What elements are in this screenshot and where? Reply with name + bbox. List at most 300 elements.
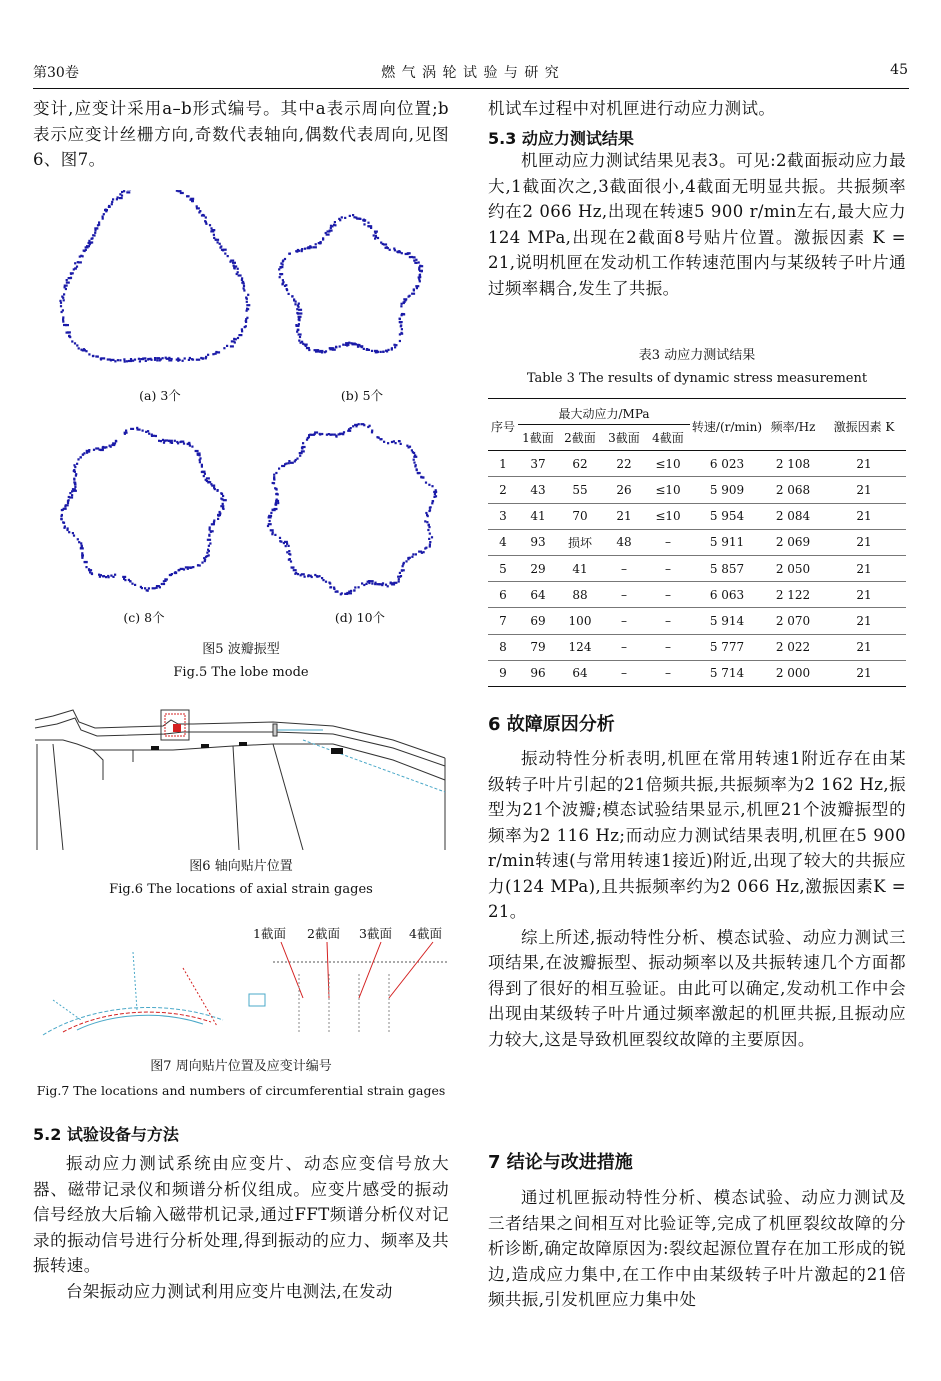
lobe-dot <box>112 198 114 200</box>
lobe-dot <box>308 434 310 436</box>
lobe-dot <box>288 545 290 547</box>
lobe-dot <box>236 273 238 275</box>
header-volume: 第30卷 <box>33 65 79 81</box>
lobe-dot <box>298 316 302 318</box>
lobe-dot <box>68 335 70 337</box>
lobe-dot <box>286 551 288 553</box>
lobe-dot <box>126 360 128 362</box>
lobe-dot <box>98 221 100 223</box>
lobe-dot <box>128 579 130 581</box>
sec6-p1: 振动特性分析表明,机匣在常用转速1附近存在由某级转子叶片引起的21倍频共振,共振频率为2 162 Hz,振型为21个波瓣;模态试验结果显示,机匣21个波瓣振型的频率为2 116 Hz;而动应力测试结果表明,机匣在5 900 r/min转速(与常用转速1接近)附近,出现了较大的共振应力(124 MPa),且共振频率约为2 066 Hz,激振因素K = 21。 <box>488 749 906 921</box>
lobe-dot <box>427 529 429 531</box>
table-cell: 21 <box>602 503 646 529</box>
lobe-dot <box>353 589 355 591</box>
lobe-dot <box>400 443 402 445</box>
lobe-dot <box>112 442 116 444</box>
lobe-dot <box>153 435 155 437</box>
lobe-dot <box>370 227 372 229</box>
lobe-dot <box>288 553 290 555</box>
lobe-dot <box>315 243 317 245</box>
lobe-dot <box>67 527 69 529</box>
lobe-dot <box>230 345 234 347</box>
lobe-dot <box>288 293 290 295</box>
lobe-dot <box>274 508 278 510</box>
lobe-dot <box>203 215 205 217</box>
lobe-dot <box>363 424 365 426</box>
lobe-dot <box>371 583 373 585</box>
lobe-dot <box>339 345 341 347</box>
lobe-dot <box>433 496 435 498</box>
lobe-dot <box>302 446 306 448</box>
lobe-dot <box>401 570 403 572</box>
lobe-dot <box>66 282 70 284</box>
lobe-dot <box>329 586 331 588</box>
lobe-dot <box>152 587 156 589</box>
table-cell: 88 <box>558 582 602 608</box>
lobe-dot <box>334 221 336 223</box>
lobe-dot <box>270 512 272 514</box>
lobe-dot <box>301 248 303 250</box>
lobe-dot <box>80 255 82 257</box>
table-cell: 43 <box>518 477 558 503</box>
table-cell: 2 022 <box>764 634 822 660</box>
lobe-dot <box>134 584 136 586</box>
lobe-dot <box>165 357 167 359</box>
lobe-dot <box>180 441 184 443</box>
lobe-dot <box>207 354 209 356</box>
lobe-dot <box>163 583 165 585</box>
table-cell: 100 <box>558 608 602 634</box>
lobe-dot <box>284 258 286 260</box>
lobe-dot <box>277 502 279 504</box>
lobe-dot <box>394 346 396 348</box>
lobe-dot <box>70 277 72 279</box>
lobe-dot <box>205 223 207 225</box>
lobe-dot <box>80 349 82 351</box>
lobe-dot <box>398 578 400 580</box>
lobe-dot <box>61 296 63 298</box>
lobe-dot <box>282 281 284 283</box>
lobe-dot <box>428 524 430 526</box>
lobe-dot <box>76 344 78 346</box>
lobe-dot <box>275 502 277 504</box>
lobe-dot <box>72 532 74 534</box>
lobe-dot <box>94 232 96 234</box>
lobe-dot <box>424 520 426 522</box>
lobe-dot <box>232 262 236 264</box>
lobe-dot <box>182 360 184 362</box>
lobe-dot <box>296 308 298 310</box>
lobe-dot <box>408 296 410 298</box>
lobe-dot <box>335 346 337 348</box>
lobe-dot <box>401 333 403 335</box>
lobe-dot <box>418 276 420 278</box>
lobe-dot <box>92 355 94 357</box>
lobe-dot <box>389 249 391 251</box>
table3-head-factor: 激振因素 K <box>822 402 906 451</box>
lobe-dot <box>380 351 382 353</box>
fig5-lobe-modes <box>33 190 449 660</box>
table-cell: 损坏 <box>558 529 602 555</box>
lobe-dot <box>397 576 401 578</box>
table-row <box>488 451 906 477</box>
lobe-dot <box>286 543 288 545</box>
lobe-dot <box>204 560 206 562</box>
lobe-dot <box>60 305 62 307</box>
lobe-dot <box>325 232 327 234</box>
lobe-dot <box>161 583 163 585</box>
lobe-dot <box>419 270 423 272</box>
lobe-dot <box>63 299 65 301</box>
lobe-dot <box>123 358 125 360</box>
table-cell: 6 063 <box>690 582 764 608</box>
lobe-dot <box>151 435 153 437</box>
lobe-dot <box>426 521 428 523</box>
lobe-dot <box>412 553 414 555</box>
lobe-dot <box>268 515 272 517</box>
lobe-dot <box>88 242 92 244</box>
lobe-dot <box>402 565 404 567</box>
table-cell: ≤10 <box>646 477 690 503</box>
fig7-label-3: 3截面 <box>359 926 392 941</box>
lobe-dot <box>71 494 73 496</box>
lobe-dot <box>276 499 278 501</box>
lobe-dot <box>223 499 227 501</box>
lobe-dot <box>296 312 298 314</box>
lobe-dot <box>301 450 305 452</box>
lobe-dot <box>78 347 80 349</box>
lobe-dot <box>96 227 98 229</box>
lobe-dot <box>85 249 87 251</box>
lobe-dot <box>220 505 224 507</box>
table3-head-sec1: 1截面 <box>518 425 558 451</box>
lobe-dot <box>279 266 283 268</box>
lobe-dot <box>289 253 291 255</box>
lobe-dot <box>290 560 292 562</box>
lobe-dot <box>329 348 333 350</box>
lobe-dot <box>77 538 79 540</box>
lobe-dot <box>223 347 225 349</box>
lobe-dot <box>128 360 132 362</box>
table3-head-no: 序号 <box>488 402 518 451</box>
lobe-dot <box>63 293 65 295</box>
table-row <box>488 503 906 529</box>
lobe-dot <box>319 433 321 435</box>
lobe-dot <box>144 357 146 359</box>
lobe-dot <box>326 434 328 436</box>
lobe-dot <box>189 357 191 359</box>
table-cell: 93 <box>518 529 558 555</box>
lobe-dot <box>419 280 421 282</box>
lobe-dot <box>322 579 324 581</box>
lobe-dot <box>202 357 204 359</box>
lobe-dot <box>134 359 136 361</box>
lobe-dot <box>283 542 285 544</box>
header-page: 45 <box>890 62 908 78</box>
lobe-dot <box>276 493 278 495</box>
lobe-dot <box>342 433 344 435</box>
lobe-dot <box>393 344 395 346</box>
lobe-dot <box>339 433 341 435</box>
lobe-dot <box>88 353 90 355</box>
lobe-dot <box>302 343 304 345</box>
table-cell: 5 954 <box>690 503 764 529</box>
table-cell: 2 000 <box>764 660 822 686</box>
lobe-dot <box>413 260 415 262</box>
lobe-dot <box>241 282 243 284</box>
lobe-dot <box>380 438 382 440</box>
table-cell: 5 777 <box>690 634 764 660</box>
lobe-dot <box>68 499 70 501</box>
lobe-dot <box>293 298 295 300</box>
lobe-dot <box>163 580 165 582</box>
lobe-dot <box>428 484 430 486</box>
table-cell: 41 <box>518 503 558 529</box>
lobe-dot <box>155 435 157 437</box>
lobe-dot <box>400 305 402 307</box>
table-cell: 79 <box>518 634 558 660</box>
lobe-dot <box>394 249 396 251</box>
lobe-dot <box>375 351 377 353</box>
lobe-dot <box>371 350 373 352</box>
lobe-dot <box>418 267 420 269</box>
lobe-dot <box>62 316 64 318</box>
lobe-dot <box>211 485 215 487</box>
lobe-dot <box>400 325 402 327</box>
lobe-dot <box>217 514 221 516</box>
lobe-dot <box>122 576 126 578</box>
lobe-dot <box>377 237 379 239</box>
lobe-dot <box>195 450 199 452</box>
lobe-dot <box>146 589 148 591</box>
lobe-dot <box>431 485 433 487</box>
lobe-dot <box>219 247 221 249</box>
lobe-dot <box>85 566 87 568</box>
table3-title-en: Table 3 The results of dynamic stress measurement <box>526 371 868 386</box>
table-row <box>488 555 906 581</box>
lobe-dot <box>367 222 369 224</box>
lobe-dot <box>217 518 219 520</box>
lobe-dot <box>73 469 75 471</box>
lobe-dot <box>335 435 337 437</box>
lobe-dot <box>295 324 297 326</box>
fig5-sub-c: (c) 8个 <box>123 610 165 625</box>
lobe-dot <box>395 442 397 444</box>
lobe-dot <box>391 441 393 443</box>
table-cell: 26 <box>602 477 646 503</box>
lobe-dot <box>308 349 310 351</box>
lobe-dot <box>243 285 245 287</box>
lobe-dot <box>363 223 365 225</box>
table-cell: 5 857 <box>690 555 764 581</box>
table-cell: 22 <box>602 451 646 477</box>
lobe-dot <box>304 576 306 578</box>
lobe-dot <box>279 540 281 542</box>
lobe-dot <box>62 318 64 320</box>
table3-title-cn: 表3 动应力测试结果 <box>638 348 756 363</box>
lobe-dot <box>76 463 78 465</box>
lobe-dot <box>273 482 275 484</box>
lobe-dot <box>187 195 189 197</box>
lobe-dot <box>105 209 107 211</box>
table-cell: 6 023 <box>690 451 764 477</box>
lobe-dot <box>201 466 203 468</box>
lobe-dot <box>246 310 248 312</box>
lobe-dot <box>123 578 125 580</box>
lobe-dot <box>131 583 133 585</box>
lobe-dot <box>293 569 297 571</box>
sec7-p1: 通过机匣振动特性分析、模态试验、动应力测试及三者结果之间相互对比验证等,完成了机匣裂纹故障的分析诊断,确定故障原因为:裂纹起源位置存在加工形成的锐边,造成应力集中,在工作中由某级转子叶片激起的21倍频共振,引发机匣应力集中处 <box>488 1188 906 1309</box>
lobe-dot <box>145 360 147 362</box>
lobe-dot <box>307 575 309 577</box>
lobe-dot <box>241 330 243 332</box>
lobe-dot <box>105 446 107 448</box>
lobe-dot <box>371 431 373 433</box>
lobe-dot <box>359 218 361 220</box>
lobe-dot <box>91 238 93 240</box>
table-cell: 21 <box>822 477 906 503</box>
lobe-dot <box>63 324 67 326</box>
lobe-dot <box>211 523 215 525</box>
lobe-dot <box>221 493 223 495</box>
lobe-dot <box>80 456 82 458</box>
lobe-dot <box>209 542 211 544</box>
lobe-dot <box>401 303 403 305</box>
table-cell: 5 914 <box>690 608 764 634</box>
lobe-dot <box>358 423 360 425</box>
lobe-dot <box>432 500 434 502</box>
lobe-dot <box>334 224 336 226</box>
lobe-dot <box>278 468 280 470</box>
lobe-dot <box>431 502 433 504</box>
lobe-dot <box>274 487 276 489</box>
lobe-dot <box>405 560 407 562</box>
table-cell: 70 <box>558 503 602 529</box>
table-cell: – <box>602 608 646 634</box>
lobe-dot <box>139 360 141 362</box>
sec6-paragraph <box>488 746 906 1052</box>
table-cell: – <box>646 634 690 660</box>
lobe-dot <box>294 303 296 305</box>
lobe-dot <box>409 446 411 448</box>
lobe-dot <box>418 278 420 280</box>
lobe-dot <box>132 360 134 362</box>
sec53-p1: 机匣动应力测试结果见表3。可见:2截面振动应力最大,1截面次之,3截面很小,4截面无明显共振。共振频率约在2 066 Hz,出现在转速5 900 r/min左右,最大应力124 MPa,出现在2截面8号贴片位置。激振因素 K = 21,说明机匣在发动机工作转速范围内与某级转子叶片通过频率耦合,发生了共振。 <box>488 151 906 298</box>
table3-head-sec2: 2截面 <box>558 425 602 451</box>
lobe-dot <box>198 359 200 361</box>
lobe-dot <box>429 545 431 547</box>
table-row <box>488 634 906 660</box>
lobe-dot <box>222 495 224 497</box>
cont-text: 机试车过程中对机匣进行动应力测试。 <box>488 99 776 118</box>
lobe-dot <box>180 192 184 194</box>
table-cell: 2 108 <box>764 451 822 477</box>
lobe-dot <box>374 583 376 585</box>
lobe-dot <box>107 358 111 360</box>
lobe-dot <box>60 302 62 304</box>
lobe-dot <box>209 539 211 541</box>
lobe-dot <box>199 459 201 461</box>
lobe-dot <box>81 545 83 547</box>
lobe-dot <box>298 309 302 311</box>
lobe-dot <box>385 584 387 586</box>
table-cell: 21 <box>822 660 906 686</box>
lobe-dot <box>105 576 107 578</box>
lobe-dot <box>65 504 69 506</box>
lobe-dot <box>369 425 371 427</box>
table3-head-sec3: 3截面 <box>602 425 646 451</box>
sec7-paragraph <box>488 1185 906 1313</box>
table-cell: 5 714 <box>690 660 764 686</box>
lobe-dot <box>385 350 387 352</box>
lobe-dot <box>68 496 70 498</box>
lobe-dot <box>243 289 245 291</box>
lobe-dot <box>119 197 123 199</box>
lobe-dot <box>363 584 365 586</box>
sec52-p1: 振动应力测试系统由应变片、动态应变信号放大器、磁带记录仪和频谱分析仪组成。应变片感受的振动信号经放大后输入磁带机记录,通过FFT频谱分析仪对记录的振动信号进行分析处理,得到振动的应力、频率及共振转速。 <box>33 1154 449 1275</box>
lobe-dot <box>343 431 345 433</box>
lobe-dot <box>188 359 190 361</box>
lobe-dot <box>298 323 300 325</box>
table-row <box>488 477 906 503</box>
lobe-dot <box>294 573 296 575</box>
lobe-dot <box>325 581 327 583</box>
lobe-dot <box>292 567 294 569</box>
lobe-dot <box>160 440 162 442</box>
sec53-paragraph <box>488 148 906 301</box>
lobe-dot <box>297 304 299 306</box>
lobe-dot <box>178 569 180 571</box>
lobe-dot <box>227 255 229 257</box>
lobe-dot <box>395 344 397 346</box>
lobe-dot <box>117 196 119 198</box>
lobe-dot <box>407 558 409 560</box>
lobe-dot <box>61 509 63 511</box>
lobe-dot <box>147 358 149 360</box>
sec6-p2: 综上所述,振动特性分析、模态试验、动应力测试三项结果,在波瓣振型、振动频率以及共振转速几个方面都得到了很好的相互验证。由此可以确定,发动机工作中会出现由某级转子叶片通过频率激起的机匣共振,且振动应力较大,这是导致机匣裂纹故障的主要原因。 <box>488 927 906 1049</box>
table-cell: 6 <box>488 582 518 608</box>
lobe-dot <box>319 351 321 353</box>
intro-paragraph <box>33 96 449 173</box>
lobe-dot <box>429 543 431 545</box>
lobe-shape-10 <box>267 423 437 595</box>
lobe-dot <box>413 456 417 458</box>
lobe-dot <box>398 580 400 582</box>
lobe-dot <box>63 508 67 510</box>
lobe-dot <box>121 191 123 193</box>
lobe-dot <box>391 348 393 350</box>
lobe-dot <box>246 304 250 306</box>
lobe-dot <box>298 333 302 335</box>
table-cell: 2 122 <box>764 582 822 608</box>
lobe-dot <box>103 575 105 577</box>
lobe-dot <box>201 214 203 216</box>
lobe-dot <box>183 443 185 445</box>
lobe-dot <box>89 571 91 573</box>
lobe-dot <box>171 442 173 444</box>
lobe-dot <box>401 252 403 254</box>
lobe-dot <box>314 433 316 435</box>
lobe-dot <box>71 340 73 342</box>
lobe-dot <box>238 334 242 336</box>
lobe-dot <box>209 526 211 528</box>
table-cell: – <box>602 582 646 608</box>
lobe-dot <box>431 536 433 538</box>
lobe-dot <box>78 541 80 543</box>
lobe-dot <box>409 256 411 258</box>
lobe-dot <box>196 207 200 209</box>
table-cell: 21 <box>822 451 906 477</box>
